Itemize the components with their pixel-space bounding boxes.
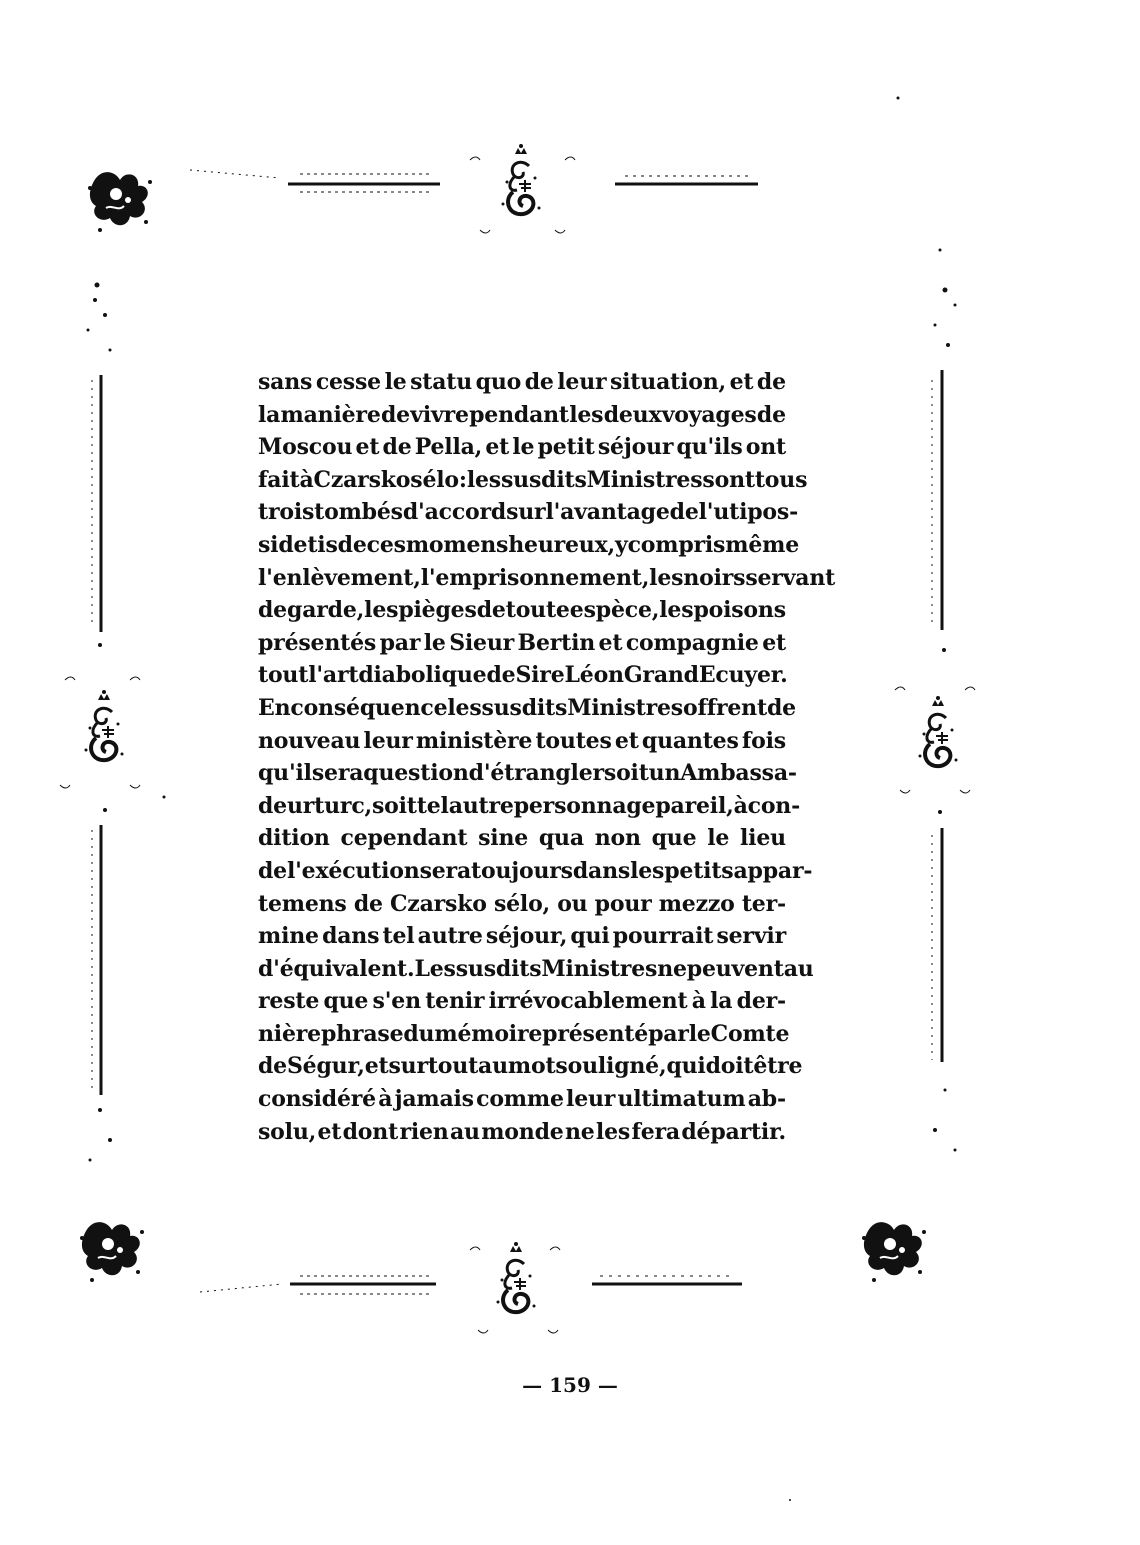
word: turc, bbox=[314, 792, 372, 819]
word: et bbox=[355, 434, 380, 461]
text-line bbox=[258, 920, 786, 953]
word: à bbox=[691, 988, 706, 1015]
word: temens bbox=[258, 890, 347, 917]
word: mémoire bbox=[434, 1020, 543, 1047]
word: quo bbox=[475, 369, 522, 395]
word: le bbox=[688, 1020, 711, 1047]
text-line bbox=[258, 529, 800, 562]
word: deux bbox=[603, 401, 662, 428]
word: jamais bbox=[394, 1086, 474, 1113]
word: servant bbox=[745, 564, 836, 591]
word: soit bbox=[371, 792, 417, 819]
word: toujours bbox=[471, 857, 573, 884]
text-line bbox=[258, 627, 786, 660]
word: diabolique bbox=[358, 662, 487, 689]
word: comme bbox=[476, 1086, 564, 1113]
word: cesse bbox=[315, 369, 381, 395]
word: les bbox=[447, 694, 482, 721]
word: tel bbox=[382, 923, 415, 950]
word: l'exécution bbox=[286, 857, 420, 884]
word: sans bbox=[258, 369, 313, 395]
word: de bbox=[524, 369, 554, 395]
word: présentés bbox=[258, 629, 377, 656]
word: con- bbox=[747, 792, 801, 819]
word: l'art bbox=[308, 662, 359, 689]
word: y bbox=[614, 531, 628, 558]
word: nouveau bbox=[258, 727, 361, 754]
word: noirs bbox=[683, 564, 746, 591]
word: fera bbox=[631, 1118, 680, 1145]
word: de bbox=[756, 369, 786, 395]
text-line bbox=[258, 953, 814, 986]
word: la bbox=[710, 988, 733, 1015]
word: d'équivalent. bbox=[258, 955, 415, 982]
word: tenir bbox=[425, 988, 485, 1015]
word: à bbox=[733, 792, 748, 819]
word: heureux, bbox=[508, 531, 615, 558]
word: Comte bbox=[710, 1020, 790, 1047]
word: toute bbox=[505, 597, 570, 624]
word: le bbox=[384, 369, 407, 395]
word: Grand bbox=[623, 662, 699, 689]
word: deur bbox=[258, 792, 315, 819]
word: toutes bbox=[535, 727, 612, 754]
word: trois bbox=[258, 499, 315, 526]
word: tout bbox=[258, 662, 309, 689]
word: petits bbox=[664, 857, 734, 884]
word: compagnie bbox=[625, 629, 759, 656]
word: Ambassa- bbox=[680, 760, 797, 787]
text-line bbox=[258, 725, 786, 758]
text-line bbox=[258, 757, 797, 790]
word: d'étrangler bbox=[468, 760, 604, 787]
word: de bbox=[258, 1053, 287, 1080]
word: personnage bbox=[513, 792, 656, 819]
word: de bbox=[382, 434, 412, 461]
word: sine bbox=[478, 825, 529, 852]
word: de bbox=[258, 857, 287, 884]
word: tous bbox=[754, 466, 808, 493]
word: qua bbox=[538, 825, 584, 852]
word: à bbox=[299, 466, 314, 493]
text-line bbox=[258, 822, 786, 855]
word: pos- bbox=[747, 499, 799, 526]
word: s'en bbox=[372, 988, 421, 1015]
word: Ségur, bbox=[286, 1053, 365, 1080]
word: ab- bbox=[747, 1086, 786, 1113]
word: ministère bbox=[415, 727, 533, 754]
word: Ministres bbox=[541, 955, 658, 982]
word: momens bbox=[405, 531, 509, 558]
word: offrent bbox=[682, 694, 767, 721]
text-line bbox=[258, 659, 786, 692]
word: dont bbox=[342, 1118, 399, 1145]
word: lieu bbox=[740, 825, 786, 852]
word: En bbox=[258, 694, 291, 721]
word: ont bbox=[745, 434, 786, 461]
word: séjour, bbox=[485, 923, 568, 950]
word: der- bbox=[736, 988, 786, 1015]
text-line bbox=[258, 1050, 803, 1083]
word: tombés bbox=[314, 499, 403, 526]
word: peuvent bbox=[686, 955, 784, 982]
word: sont bbox=[702, 466, 755, 493]
word: présenté bbox=[542, 1020, 649, 1047]
word: compris bbox=[627, 531, 726, 558]
word: sera bbox=[419, 857, 472, 884]
text-line bbox=[258, 399, 786, 432]
text-line bbox=[258, 431, 786, 464]
word: rien bbox=[399, 1118, 449, 1145]
word: Czarsko bbox=[389, 890, 487, 917]
text-line bbox=[258, 1116, 786, 1149]
word: phrase bbox=[320, 1020, 404, 1047]
text-line bbox=[258, 464, 808, 497]
word: au bbox=[478, 1053, 508, 1080]
word: leur bbox=[566, 1086, 616, 1113]
word: être bbox=[753, 1053, 803, 1080]
word: Bertin bbox=[517, 629, 596, 656]
word: nière bbox=[258, 1020, 321, 1047]
word: pour bbox=[594, 890, 652, 917]
text-line bbox=[258, 1018, 790, 1051]
word: pareil, bbox=[655, 792, 734, 819]
word: au bbox=[783, 955, 814, 982]
word: souligné, bbox=[555, 1053, 667, 1080]
word: petit bbox=[537, 434, 595, 461]
text-line bbox=[258, 692, 796, 725]
word: mezzo bbox=[658, 890, 735, 917]
word: le bbox=[423, 629, 446, 656]
word: les bbox=[466, 466, 501, 493]
word: par bbox=[648, 1020, 689, 1047]
word: qui bbox=[666, 1053, 706, 1080]
word: de bbox=[258, 597, 287, 624]
word: leur bbox=[557, 369, 607, 395]
word: de bbox=[766, 694, 796, 721]
word: les bbox=[649, 564, 684, 591]
text-line bbox=[258, 855, 813, 888]
word: Léon bbox=[564, 662, 624, 689]
word: surtout bbox=[388, 1053, 479, 1080]
word: de bbox=[380, 401, 410, 428]
text-line bbox=[258, 366, 786, 399]
text-line bbox=[258, 594, 786, 627]
word: même bbox=[725, 531, 800, 558]
word: départir. bbox=[681, 1118, 786, 1145]
word: dition bbox=[258, 825, 330, 852]
word: et bbox=[485, 434, 510, 461]
word: du bbox=[403, 1020, 435, 1047]
word: que bbox=[323, 988, 369, 1015]
word: ne bbox=[564, 1118, 595, 1145]
word: qu'ils bbox=[676, 434, 743, 461]
word: pièges bbox=[398, 597, 477, 624]
word: d'accord bbox=[402, 499, 507, 526]
word: de bbox=[337, 531, 367, 558]
word: doit bbox=[705, 1053, 754, 1080]
word: sur bbox=[506, 499, 546, 526]
word: mine bbox=[258, 923, 319, 950]
word: dans bbox=[572, 857, 631, 884]
word: Les bbox=[414, 955, 456, 982]
word: de bbox=[486, 662, 516, 689]
word: séjour bbox=[597, 434, 674, 461]
word: poisons bbox=[693, 597, 786, 624]
text-line bbox=[258, 1083, 786, 1116]
word: les bbox=[630, 857, 665, 884]
word: l'emprisonnement, bbox=[420, 564, 650, 591]
word: solu, bbox=[258, 1118, 317, 1145]
word: le bbox=[707, 825, 730, 852]
word: statu bbox=[410, 369, 473, 395]
word: et bbox=[317, 1118, 342, 1145]
word: que bbox=[651, 825, 697, 852]
word: l'enlèvement, bbox=[258, 564, 421, 591]
word: et bbox=[364, 1053, 389, 1080]
word: conséquence bbox=[290, 694, 448, 721]
word: servir bbox=[716, 923, 786, 950]
word: dans bbox=[322, 923, 380, 950]
word: susdits bbox=[481, 694, 568, 721]
text-line bbox=[258, 985, 786, 1018]
word: ou bbox=[557, 890, 588, 917]
word: sélo: bbox=[410, 466, 467, 493]
text-line bbox=[258, 496, 799, 529]
word: ultimatum bbox=[617, 1086, 746, 1113]
word: pendant bbox=[469, 401, 569, 428]
word: ter- bbox=[741, 890, 786, 917]
word: monde bbox=[481, 1118, 564, 1145]
word: et bbox=[762, 629, 786, 656]
word: au bbox=[449, 1118, 480, 1145]
word: Sire bbox=[515, 662, 565, 689]
text-line bbox=[258, 888, 786, 921]
word: reste bbox=[258, 988, 320, 1015]
word: par bbox=[379, 629, 421, 656]
word: appar- bbox=[733, 857, 813, 884]
word: et bbox=[614, 727, 639, 754]
word: de bbox=[353, 890, 383, 917]
word: l'uti bbox=[698, 499, 748, 526]
word: fois bbox=[741, 727, 786, 754]
word: de bbox=[669, 499, 699, 526]
word: sera bbox=[311, 760, 364, 787]
word: les bbox=[569, 401, 604, 428]
body-text bbox=[258, 366, 836, 1148]
word: tel bbox=[416, 792, 449, 819]
page-number: — 159 — bbox=[522, 1373, 618, 1397]
word: susdits bbox=[500, 466, 587, 493]
word: situation, bbox=[609, 369, 726, 395]
word: autre bbox=[448, 792, 514, 819]
word: ne bbox=[657, 955, 687, 982]
word: les bbox=[364, 597, 399, 624]
word: Czarsko bbox=[313, 466, 411, 493]
word: soit bbox=[603, 760, 649, 787]
word: garde, bbox=[287, 597, 365, 624]
text-line bbox=[258, 790, 801, 823]
word: qu'il bbox=[258, 760, 312, 787]
word: et bbox=[729, 369, 754, 395]
word: Ministres bbox=[586, 466, 703, 493]
word: voyages bbox=[661, 401, 757, 428]
text-line bbox=[258, 562, 836, 595]
word: cependant bbox=[340, 825, 468, 852]
word: manière bbox=[280, 401, 381, 428]
word: mot bbox=[507, 1053, 556, 1080]
word: sidetis bbox=[258, 531, 338, 558]
word: susdits bbox=[455, 955, 542, 982]
word: non bbox=[594, 825, 641, 852]
word: irrévocablement bbox=[488, 988, 688, 1015]
word: pourrait bbox=[612, 923, 714, 950]
word: vivre bbox=[410, 401, 469, 428]
word: Pella, bbox=[414, 434, 483, 461]
word: qui bbox=[570, 923, 610, 950]
word: leur bbox=[363, 727, 413, 754]
word: les bbox=[595, 1118, 631, 1145]
word: autre bbox=[417, 923, 483, 950]
word: Ministres bbox=[567, 694, 683, 721]
word: un bbox=[648, 760, 681, 787]
word: de bbox=[756, 401, 786, 428]
word: de bbox=[476, 597, 506, 624]
word: espèce, bbox=[569, 597, 660, 624]
word: question bbox=[363, 760, 469, 787]
word: Moscou bbox=[258, 434, 353, 461]
word: fait bbox=[258, 466, 300, 493]
word: Ecuyer. bbox=[698, 662, 788, 689]
word: quantes bbox=[641, 727, 739, 754]
word: et bbox=[598, 629, 623, 656]
word: l'avantage bbox=[545, 499, 670, 526]
word: la bbox=[258, 401, 281, 428]
word: Sieur bbox=[449, 629, 515, 656]
word: les bbox=[659, 597, 694, 624]
word: ces bbox=[366, 531, 406, 558]
word: le bbox=[512, 434, 535, 461]
word: considéré bbox=[258, 1086, 376, 1113]
word: à bbox=[378, 1086, 393, 1113]
word: sélo, bbox=[493, 890, 551, 917]
